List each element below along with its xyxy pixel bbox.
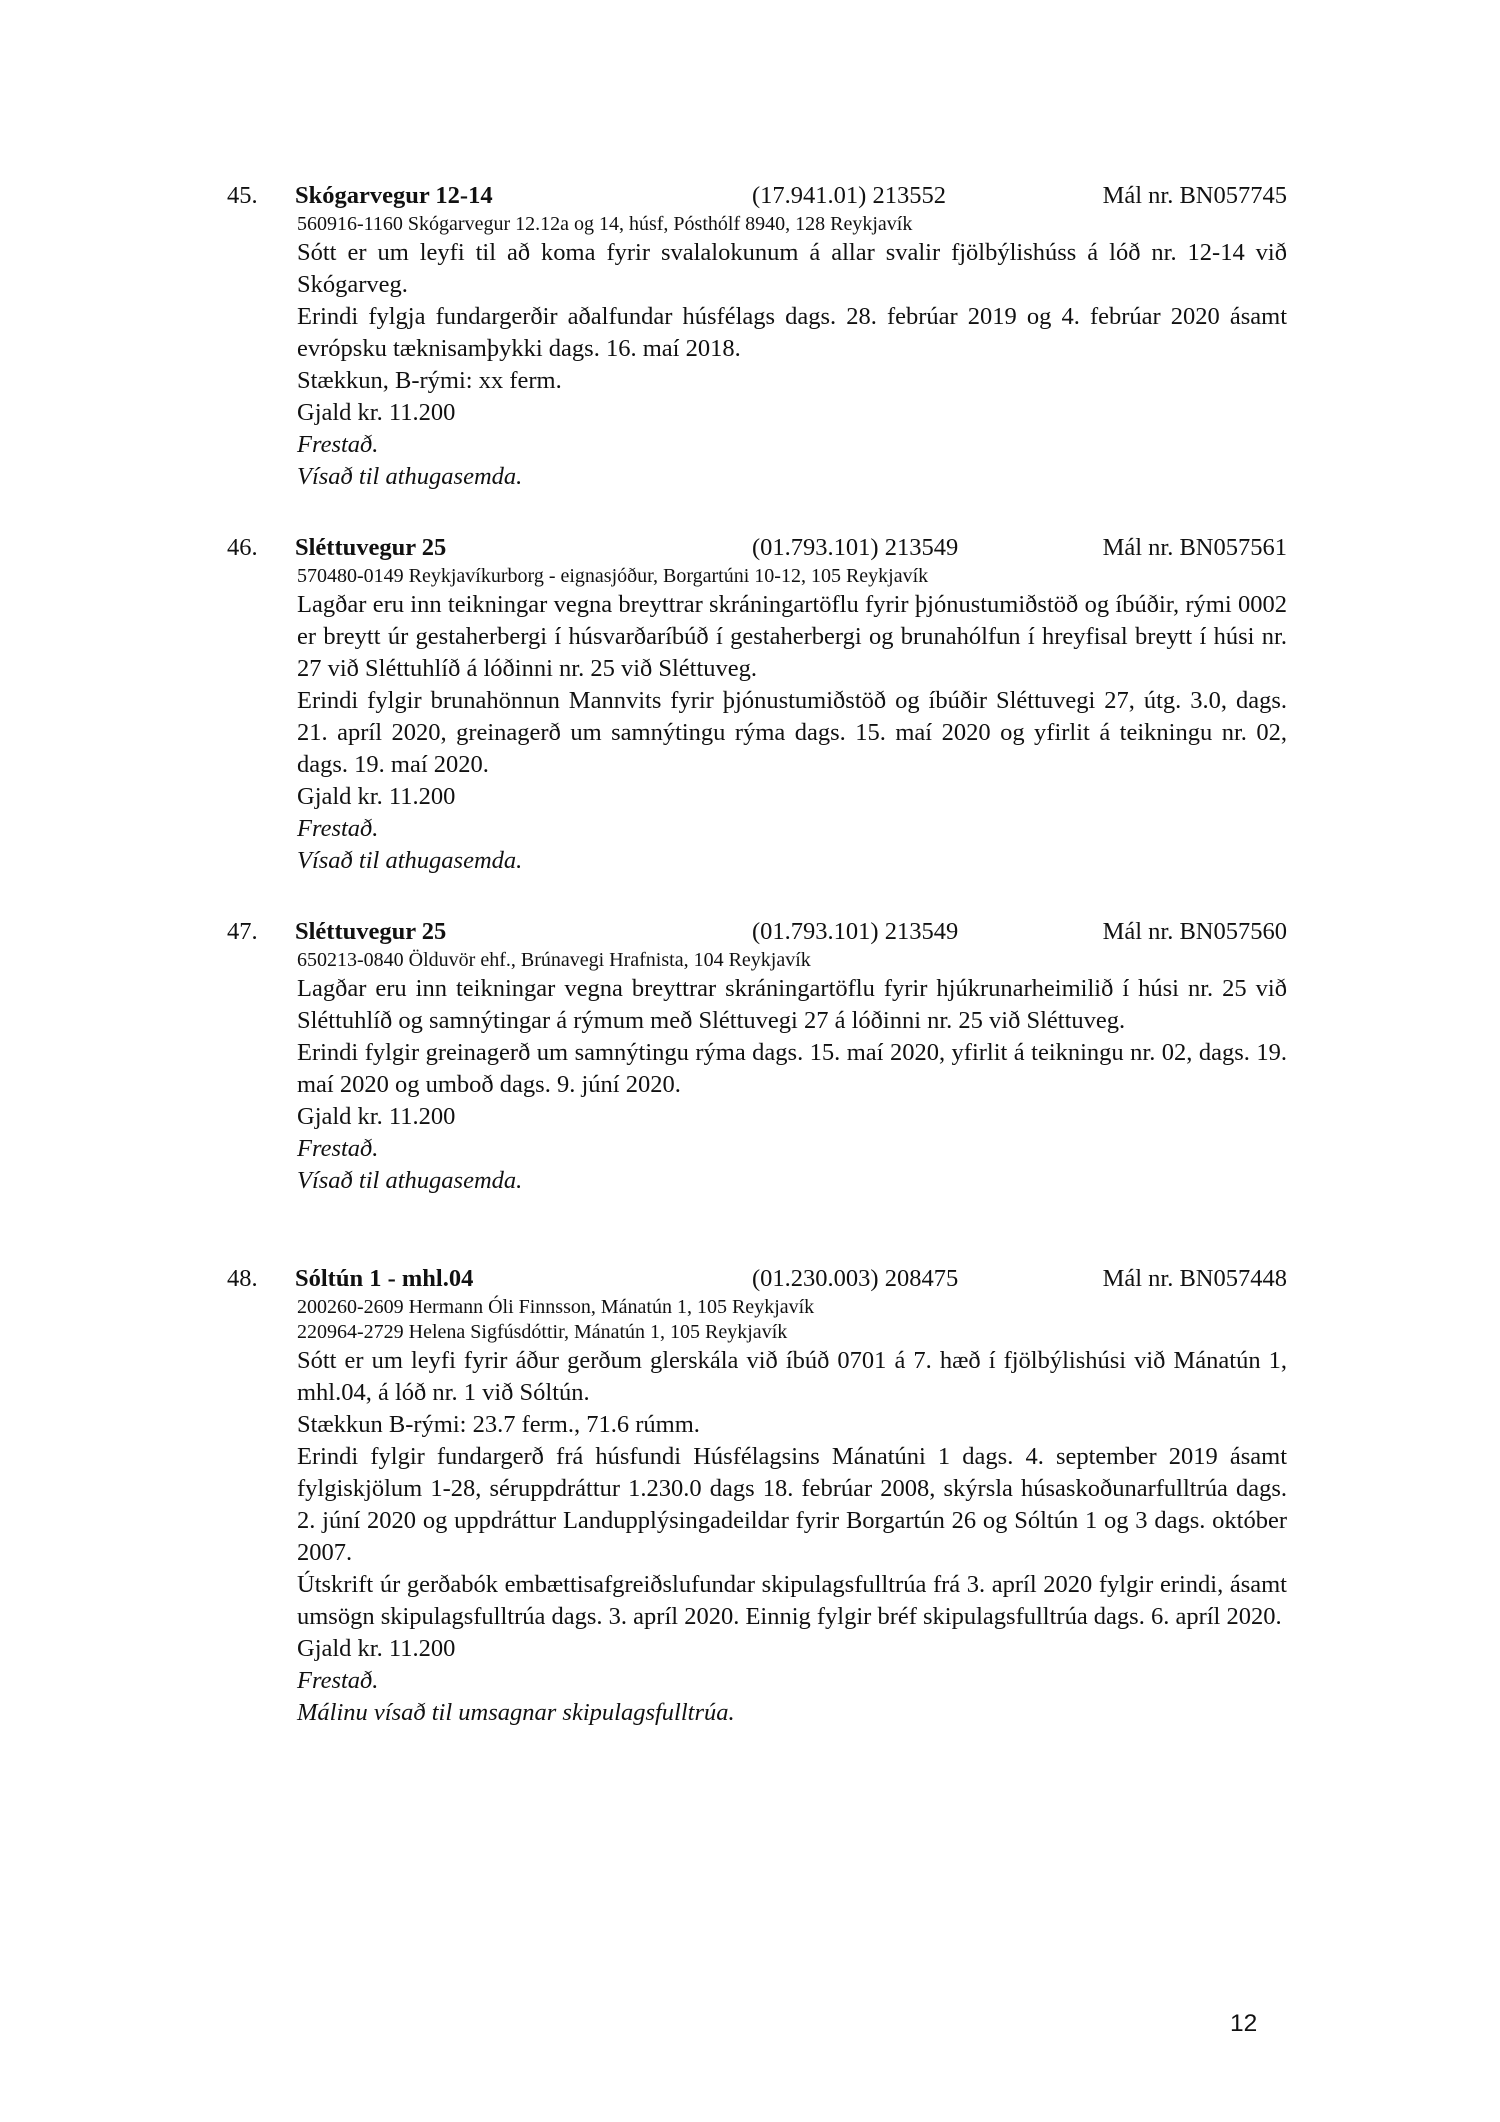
status: Frestað. [297, 1135, 379, 1162]
property-address: Sléttuvegur 25 [295, 918, 447, 945]
fee: Gjald kr. 11.200 [297, 1635, 456, 1662]
case-paragraph: Lagðar eru inn teikningar vegna breyttrar skráningartöflu fyrir þjónustumiðstöð og íbúðir, rými 0002 er breytt úr gestaherbergi í húsvarðaríbúð í gestaherbergi og brunahólfun í hreyfisal breytt í húsi nr. 27 við Sléttuhlíð á lóðinni nr. 25 við Sléttuveg. [297, 591, 1287, 682]
applicant: 570480-0149 Reykjavíkurborg - eignasjóður, Borgartúni 10-12, 105 Reykjavík [297, 565, 929, 587]
applicant: 200260-2609 Hermann Óli Finnsson, Mánatún 1, 105 Reykjavík [297, 1296, 815, 1318]
item-number: 45. [227, 182, 258, 209]
decision: Vísað til athugasemda. [297, 463, 523, 490]
item-number: 46. [227, 534, 258, 561]
case-header [227, 180, 1287, 212]
case-item [227, 916, 1287, 1197]
case-header [227, 1263, 1287, 1295]
land-registry-ref: (01.230.003) 208475 [752, 1265, 959, 1292]
decision: Vísað til athugasemda. [297, 847, 523, 874]
case-paragraph: Stækkun B-rými: 23.7 ferm., 71.6 rúmm. [297, 1411, 700, 1438]
land-registry-ref: (01.793.101) 213549 [752, 918, 959, 945]
property-address: Skógarvegur 12-14 [295, 182, 493, 209]
case-paragraph: Sótt er um leyfi til að koma fyrir svalalokunum á allar svalir fjölbýlishúss á lóð nr. 12-14 við Skógarveg. [297, 239, 1287, 298]
case-body [297, 948, 1287, 1197]
case-paragraph: Erindi fylgja fundargerðir aðalfundar húsfélags dags. 28. febrúar 2019 og 4. febrúar 2020 ásamt evrópsku tæknisamþykki dags. 16. maí 2018. [297, 303, 1287, 362]
case-paragraph: Sótt er um leyfi fyrir áður gerðum glerskála við íbúð 0701 á 7. hæð í fjölbýlishúsi við Mánatún 1, mhl.04, á lóð nr. 1 við Sóltún. [297, 1347, 1287, 1406]
case-paragraph: Erindi fylgir brunahönnun Mannvits fyrir þjónustumiðstöð og íbúðir Sléttuvegi 27, útg. 3.0, dags. 21. apríl 2020, greinagerð um samnýtingu rýma dags. 15. maí 2020 og yfirlit á teikningu nr. 02, dags. 19. maí 2020. [297, 687, 1287, 778]
case-item [227, 1263, 1287, 1729]
property-address: Sléttuvegur 25 [295, 534, 447, 561]
case-body [297, 1295, 1287, 1729]
case-number: Mál nr. BN057745 [1102, 182, 1287, 209]
case-paragraph: Stækkun, B-rými: xx ferm. [297, 367, 562, 394]
status: Frestað. [297, 1667, 379, 1694]
fee: Gjald kr. 11.200 [297, 783, 456, 810]
decision: Vísað til athugasemda. [297, 1167, 523, 1194]
case-header [227, 916, 1287, 948]
property-address: Sóltún 1 - mhl.04 [295, 1265, 474, 1292]
case-body [297, 564, 1287, 877]
applicant: 650213-0840 Ölduvör ehf., Brúnavegi Hrafnista, 104 Reykjavík [297, 949, 811, 971]
case-body [297, 212, 1287, 493]
fee: Gjald kr. 11.200 [297, 1103, 456, 1130]
case-item [227, 180, 1287, 493]
land-registry-ref: (01.793.101) 213549 [752, 534, 959, 561]
case-number: Mál nr. BN057448 [1102, 1265, 1287, 1292]
item-number: 47. [227, 918, 258, 945]
page-number: 12 [1230, 2010, 1258, 2037]
item-number: 48. [227, 1265, 258, 1292]
status: Frestað. [297, 431, 379, 458]
applicant: 560916-1160 Skógarvegur 12.12a og 14, húsf, Pósthólf 8940, 128 Reykjavík [297, 213, 913, 235]
decision: Málinu vísað til umsagnar skipulagsfulltrúa. [297, 1699, 735, 1726]
case-item [227, 532, 1287, 877]
case-paragraph: Lagðar eru inn teikningar vegna breyttrar skráningartöflu fyrir hjúkrunarheimilið í húsi nr. 25 við Sléttuhlíð og samnýtingar á rýmum með Sléttuvegi 27 á lóðinni nr. 25 við Sléttuveg. [297, 975, 1287, 1034]
case-number: Mál nr. BN057560 [1102, 918, 1287, 945]
case-number: Mál nr. BN057561 [1102, 534, 1287, 561]
applicant: 220964-2729 Helena Sigfúsdóttir, Mánatún 1, 105 Reykjavík [297, 1321, 788, 1343]
case-paragraph: Erindi fylgir fundargerð frá húsfundi Húsfélagsins Mánatúni 1 dags. 4. september 2019 ásamt fylgiskjölum 1-28, séruppdráttur 1.230.0 dags 18. febrúar 2008, skýrsla húsaskoðunarfulltrúa dags. 2. júní 2020 og uppdráttur Landupplýsingadeildar fyrir Borgartún 26 og Sóltún 1 og 3 dags. október 2007. [297, 1443, 1287, 1566]
case-paragraph: Erindi fylgir greinagerð um samnýtingu rýma dags. 15. maí 2020, yfirlit á teikningu nr. 02, dags. 19. maí 2020 og umboð dags. 9. júní 2020. [297, 1039, 1287, 1098]
case-header [227, 532, 1287, 564]
case-paragraph: Útskrift úr gerðabók embættisafgreiðslufundar skipulagsfulltrúa frá 3. apríl 2020 fylgir erindi, ásamt umsögn skipulagsfulltrúa dags. 3. apríl 2020. Einnig fylgir bréf skipulagsfulltrúa dags. 6. apríl 2020. [297, 1571, 1287, 1630]
fee: Gjald kr. 11.200 [297, 399, 456, 426]
land-registry-ref: (17.941.01) 213552 [752, 182, 946, 209]
status: Frestað. [297, 815, 379, 842]
